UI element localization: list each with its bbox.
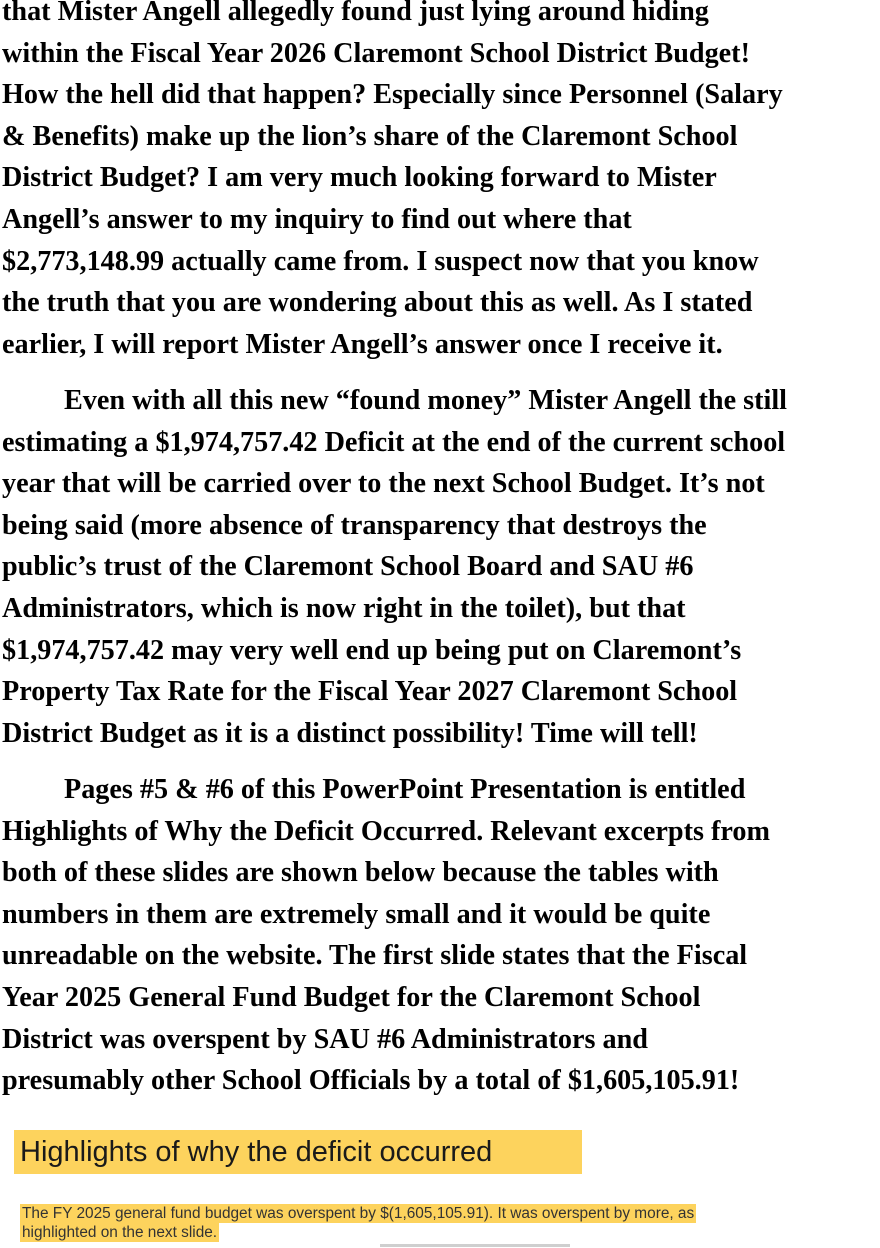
paragraph-line: Administrators, which is now right in the toilet), but that [2,592,686,624]
paragraph-line: both of these slides are shown below because the tables with [2,857,719,889]
paragraph-line: Even with all this new “found money” Mister Angell the still [64,385,787,416]
slide-excerpt-body [20,1204,880,1242]
paragraph-line: unreadable on the website. The first slide states that the Fiscal [2,940,748,972]
paragraph-line: estimating a $1,974,757.42 Deficit at the end of the current school [2,426,786,458]
paragraph-line: earlier, I will report Mister Angell’s answer once I receive it. [2,328,723,360]
paragraph-line: public’s trust of the Claremont School Board and SAU #6 [2,551,694,583]
divider [380,1244,570,1247]
paragraph-3 [2,769,880,1102]
paragraph-line: Year 2025 General Fund Budget for the Claremont School [2,981,701,1013]
paragraph-line: numbers in them are extremely small and it would be quite [2,898,711,930]
paragraph-line: year that will be carried over to the next School Budget. It’s not [2,468,765,500]
paragraph-line: that Mister Angell allegedly found just lying around hiding [2,0,709,27]
slide-excerpt-heading [14,1130,582,1174]
slide-body-line-1: The FY 2025 general fund budget was overspent by $(1,605,105.91). It was overspent by more, as [22,1205,695,1222]
paragraph-2 [2,380,880,754]
paragraph-line: District Budget? I am very much looking forward to Mister [2,162,717,194]
paragraph-line: within the Fiscal Year 2026 Claremont School District Budget! [2,37,750,69]
paragraph-line: & Benefits) make up the lion’s share of the Claremont School [2,120,738,152]
paragraph-line: presumably other School Officials by a total of $1,605,105.91! [2,1065,740,1097]
paragraph-1 [2,0,880,365]
paragraph-line: District Budget as it is a distinct possibility! Time will tell! [2,717,698,749]
paragraph-line: Property Tax Rate for the Fiscal Year 2027 Claremont School [2,676,738,708]
paragraph-line: the truth that you are wondering about this as well. As I stated [2,287,753,319]
paragraph-line: How the hell did that happen? Especially since Personnel (Salary [2,79,783,111]
paragraph-line: District was overspent by SAU #6 Administrators and [2,1023,648,1055]
paragraph-line: being said (more absence of transparency that destroys the [2,509,707,541]
paragraph-line: Angell’s answer to my inquiry to find out where that [2,203,632,235]
paragraph-line: Pages #5 & #6 of this PowerPoint Presentation is entitled [64,774,746,805]
paragraph-line: $1,974,757.42 may very well end up being put on Claremont’s [2,634,742,666]
slide-body-line-2: highlighted on the next slide. [22,1224,218,1241]
paragraph-line: $2,773,148.99 actually came from. I suspect now that you know [2,245,759,277]
paragraph-line: Highlights of Why the Deficit Occurred. Relevant excerpts from [2,815,770,847]
slide-heading-text: Highlights of why the deficit occurred [20,1136,493,1168]
